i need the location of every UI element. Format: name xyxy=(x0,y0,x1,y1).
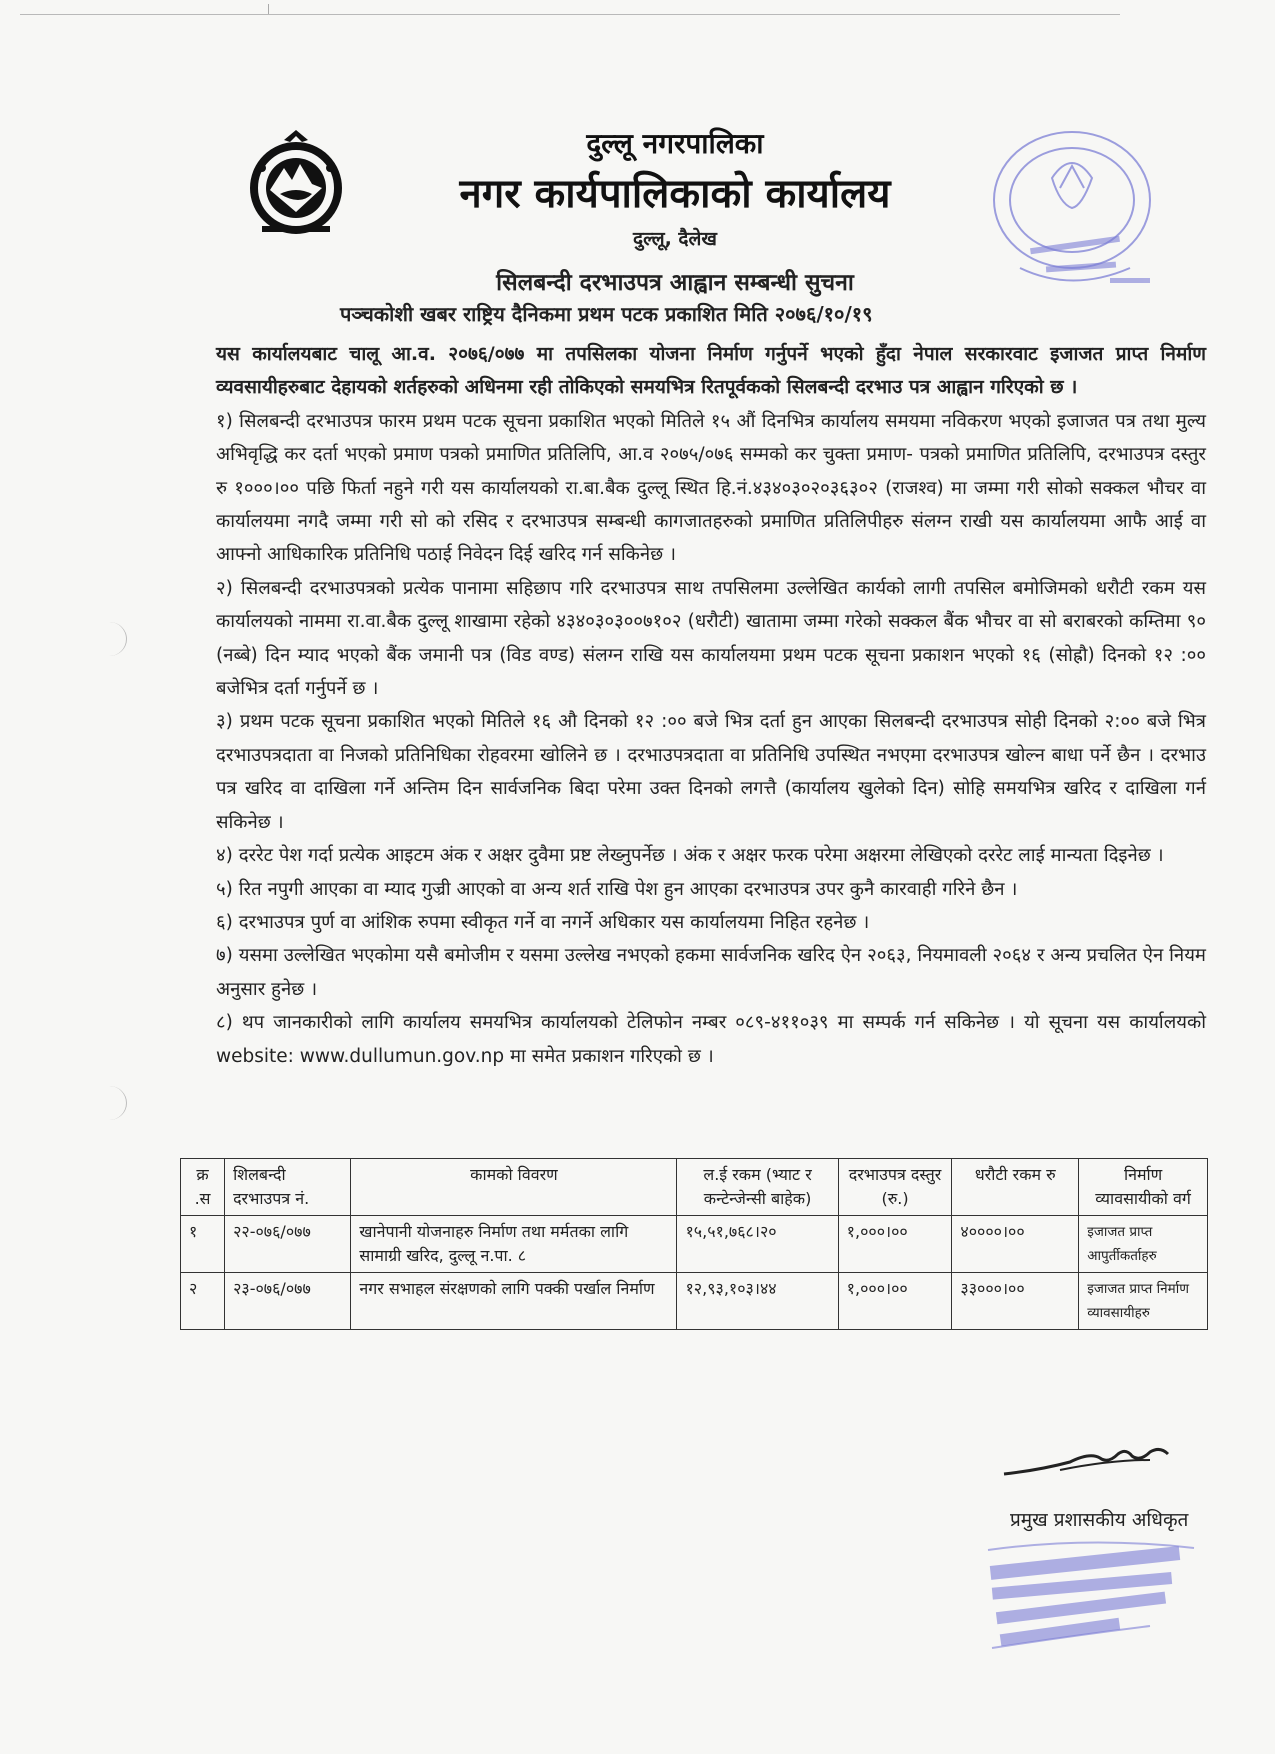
scan-top-line xyxy=(20,14,1120,15)
officer-stamp xyxy=(980,1540,1210,1670)
condition-3: ३) प्रथम पटक सूचना प्रकाशित भएको मितिले १६ औ दिनको १२ :०० बजे भित्र दर्ता हुन आएका सिलबन्दी दरभाउपत्र सोही दिनको २:०० बजे भित्र दरभाउपत्रदाता वा निजको प्रतिनिधिका रोहवरमा खोलिने छ । दरभाउपत्रदाता वा प्रतिनिधि उपस्थित नभएमा दरभाउपत्र खोल्न बाधा पर्ने छैन । दरभाउ पत्र खरिद वा दाखिला गर्ने अन्तिम दिन सार्वजनिक बिदा परेमा उक्त दिनको लगत्तै (कार्यालय खुलेको दिन) सोहि समयभित्र खरिद र दाखिला गर्न सकिनेछ । xyxy=(216,711,1206,833)
scan-tick-mark xyxy=(268,4,269,14)
condition-5: ५) रित नपुगी आएका वा म्याद गुज्री आएको वा अन्य शर्त राखि पेश हुन आएका दरभाउपत्र उपर कुनै कारवाही गरिने छैन । xyxy=(216,878,1018,900)
handwritten-signature xyxy=(1000,1440,1200,1480)
condition-2: २) सिलबन्दी दरभाउपत्रको प्रत्येक पानामा सहिछाप गरि दरभाउपत्र साथ तपसिलमा उल्लेखित कार्यको लागी तपसिल बमोजिमको धरौटी रकम यस कार्यालयको नाममा रा.वा.बैक दुल्लू शाखामा रहेको ४३४०३०३००७१०२ (धरौटी) खातामा जम्मा गरेको सक्कल बैंक भौचर वा सो बराबरको कम्तिमा ९० (नब्बे) दिन म्याद भएको बैंक जमानी पत्र (विड वण्ड) संलग्न राखि यस कार्यालयमा प्रथम पटक सूचना प्रकाशन भएको १६ (सोह्रौ) दिनको १२ :०० बजेभित्र दर्ता गर्नुपर्ने छ । xyxy=(216,577,1206,700)
cell-description: नगर सभाहल संरक्षणको लागि पक्की पर्खाल निर्माण xyxy=(351,1273,677,1330)
cell-sn: १ xyxy=(181,1216,225,1273)
cell-bid-no: २३-०७६/०७७ xyxy=(225,1273,351,1330)
punch-hole xyxy=(92,622,127,656)
header-category: निर्माण व्यावसायीको वर्ग xyxy=(1079,1159,1208,1216)
cell-deposit: ४००००।०० xyxy=(952,1216,1079,1273)
condition-1: १) सिलबन्दी दरभाउपत्र फारम प्रथम पटक सूचना प्रकाशित भएको मितिले १५ औं दिनभित्र कार्यालय समयमा नविकरण भएको इजाजत पत्र तथा मुल्य अभिवृद्धि कर दर्ता भएको प्रमाण पत्रको प्रमाणित प्रतिलिपि, आ.व २०७५/०७६ सम्मको कर चुक्ता प्रमाण- पत्रको प्रमाणित प्रतिलिपि, दरभाउपत्र दस्तुर रु १०००।०० पछि फिर्ता नहुने गरी यस कार्यालयको रा.बा.बैक दुल्लू स्थित हि.नं.४३४०३०२०३६३०२ (राजश्व) मा जम्मा गरी सोको सक्कल भौचर वा कार्यालयमा नगदै जम्मा गरी सो को रसिद र दरभाउपत्र सम्बन्धी कागजातहरुको प्रमाणित प्रतिलिपीहरु संलग्न राखी यस कार्यालयमा आफै आई वा आफ्नो आधिकारिक प्रतिनिधि पठाई निवेदन दिई खरिद गर्न सकिनेछ । xyxy=(216,410,1206,566)
cell-sn: २ xyxy=(181,1273,225,1330)
table-row xyxy=(181,1273,1208,1330)
condition-8: ८) थप जानकारीको लागि कार्यालय समयभित्र कार्यालयको टेलिफोन नम्बर ०८९-४११०३९ मा सम्पर्क गर्न सकिनेछ । यो सूचना यस कार्यालयको website: www.dullumun.gov.np मा समेत प्रकाशन गरिएको छ । xyxy=(216,1012,1206,1067)
office-location: दुल्लू, दैलेख xyxy=(633,228,717,250)
cell-category: इजाजत प्राप्त निर्माण व्यावसायीहरु xyxy=(1079,1273,1208,1330)
punch-hole xyxy=(92,1086,127,1120)
header-sn: क्र .स xyxy=(181,1159,225,1216)
header-deposit: धरौटी रकम रु xyxy=(952,1159,1079,1216)
cell-deposit: ३३०००।०० xyxy=(952,1273,1079,1330)
header-bid-no: शिलबन्दी दरभाउपत्र नं. xyxy=(225,1159,351,1216)
cell-fee: १,०००।०० xyxy=(838,1273,952,1330)
condition-4: ४) दररेट पेश गर्दा प्रत्येक आइटम अंक र अक्षर दुवैमा प्रष्ट लेख्नुपर्नेछ । अंक र अक्षर फरक परेमा अक्षरमा लेखिएको दररेट लाई मान्यता दिइनेछ । xyxy=(216,845,1164,867)
notice-body xyxy=(216,338,1206,1073)
header-description: कामको विवरण xyxy=(351,1159,677,1216)
intro-paragraph: यस कार्यालयबाट चालू आ.व. २०७६/०७७ मा तपसिलका योजना निर्माण गर्नुपर्ने भएको हुँदा नेपाल सरकारवाट इजाजत प्राप्त निर्माण व्यवसायीहरुबाट देहायको शर्तहरुको अधिनमा रही तोकिएको समयभित्र रितपूर्वकको सिलबन्दी दरभाउ पत्र आह्वान गरिएको छ । xyxy=(216,343,1206,399)
table-row xyxy=(181,1216,1208,1273)
office-name: नगर कार्यपालिकाको कार्यालय xyxy=(459,171,891,217)
office-seal-stamp xyxy=(960,118,1185,318)
cell-fee: १,०००।०० xyxy=(838,1216,952,1273)
notice-title: सिलबन्दी दरभाउपत्र आह्वान सम्बन्धी सुचना xyxy=(496,270,854,296)
letterhead xyxy=(300,118,1050,297)
header-fee: दरभाउपत्र दस्तुर (रु.) xyxy=(838,1159,952,1216)
tender-table xyxy=(180,1158,1208,1330)
cell-estimate: १५,५१,७६८।२० xyxy=(677,1216,838,1273)
municipality-name: दुल्लू नगरपालिका xyxy=(586,127,764,160)
cell-description: खानेपानी योजनाहरु निर्माण तथा मर्मतका लागि सामाग्री खरिद, दुल्लू न.पा. ८ xyxy=(351,1216,677,1273)
cell-bid-no: २२-०७६/०७७ xyxy=(225,1216,351,1273)
condition-7: ७) यसमा उल्लेखित भएकोमा यसै बमोजीम र यसमा उल्लेख नभएको हकमा सार्वजनिक खरिद ऐन २०६३, नियमावली २०६४ र अन्य प्रचलित ऐन नियम अनुसार हुनेछ । xyxy=(216,945,1206,1000)
table-header-row xyxy=(181,1159,1208,1216)
cell-estimate: १२,९३,१०३।४४ xyxy=(677,1273,838,1330)
header-estimate: ल.ई रकम (भ्याट र कन्टेन्जेन्सी बाहेक) xyxy=(677,1159,838,1216)
condition-6: ६) दरभाउपत्र पुर्ण वा आंशिक रुपमा स्वीकृत गर्ने वा नगर्ने अधिकार यस कार्यालयमा निहित रहनेछ । xyxy=(216,911,870,933)
publication-line: पञ्चकोशी खबर राष्ट्रिय दैनिकमा प्रथम पटक प्रकाशित मिति २०७६/१०/१९ xyxy=(340,302,873,326)
signatory-title: प्रमुख प्रशासकीय अधिकृत xyxy=(1010,1509,1189,1531)
cell-category: इजाजत प्राप्त आपुर्तीकर्ताहरु xyxy=(1079,1216,1208,1273)
